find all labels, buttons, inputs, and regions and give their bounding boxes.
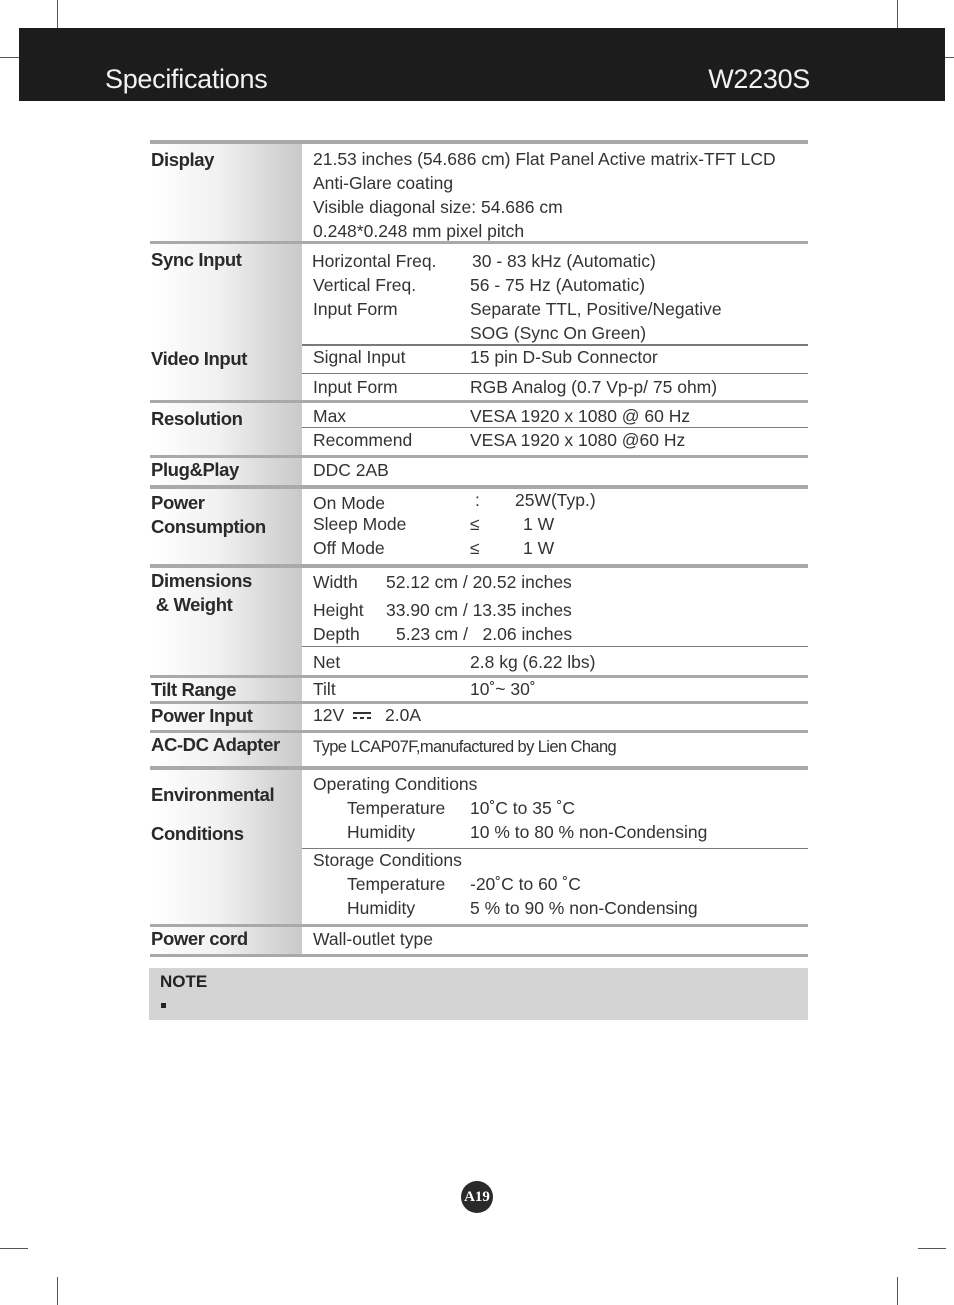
page-header xyxy=(19,28,945,101)
spec-value: RGB Analog (0.7 Vp-p/ 75 ohm) xyxy=(470,377,718,397)
spec-subheading: Operating Conditions xyxy=(313,774,478,794)
spec-item-label: Off Mode xyxy=(313,538,385,558)
crop-mark xyxy=(897,1277,898,1305)
spec-power-consumption xyxy=(150,489,808,564)
spec-value: 5 % to 90 % non-Condensing xyxy=(470,898,698,918)
row-divider xyxy=(302,848,808,849)
spec-value: 12V xyxy=(313,705,345,725)
spec-label: Power Input xyxy=(151,705,253,726)
spec-item-label: Recommend xyxy=(313,430,413,450)
spec-label: Environmental Conditions xyxy=(151,784,275,844)
spec-sync-input xyxy=(150,244,808,343)
spec-power-cord xyxy=(150,927,808,954)
crop-mark xyxy=(57,1277,58,1305)
spec-value: 1 W xyxy=(523,538,555,558)
spec-item-label: Temperature xyxy=(347,798,446,818)
spec-label: Resolution xyxy=(151,408,243,429)
row-divider xyxy=(302,373,808,374)
spec-value: 15 pin D-Sub Connector xyxy=(470,347,658,367)
spec-value: 10 % to 80 % non-Condensing xyxy=(470,822,708,842)
dc-current-icon xyxy=(353,712,371,720)
spec-item-label: Tilt xyxy=(313,679,336,699)
spec-item-label: Humidity xyxy=(347,898,416,918)
spec-item-label: Horizontal Freq. xyxy=(312,251,437,271)
spec-value: 56 - 75 Hz (Automatic) xyxy=(470,275,646,295)
note-label: NOTE xyxy=(160,972,208,991)
spec-label: Video Input xyxy=(151,348,247,369)
spec-value: 21.53 inches (54.686 cm) Flat Panel Active matrix-TFT LCD xyxy=(313,149,776,169)
spec-value: 33.90 cm / 13.35 inches xyxy=(386,600,572,620)
spec-value: 2.0A xyxy=(385,705,421,725)
page-title: Specifications xyxy=(105,64,268,94)
spec-power-input xyxy=(150,704,808,730)
spec-value: Separate TTL, Positive/Negative xyxy=(470,299,722,319)
spec-label: AC-DC Adapter xyxy=(151,734,280,755)
spec-ac-dc-adapter xyxy=(150,733,808,766)
page-number: A19 xyxy=(461,1181,493,1213)
spec-value: VESA 1920 x 1080 @ 60 Hz xyxy=(470,406,691,426)
row-divider xyxy=(302,427,808,428)
spec-video-input xyxy=(150,343,808,400)
spec-item-label: Depth xyxy=(313,624,360,644)
spec-item-label: On Mode xyxy=(313,493,385,513)
spec-subheading: Storage Conditions xyxy=(313,850,462,870)
spec-item-label: Temperature xyxy=(347,874,446,894)
spec-value: 1 W xyxy=(523,514,555,534)
spec-separator: ≤ xyxy=(470,538,480,558)
spec-value: Wall-outlet type xyxy=(313,929,433,949)
crop-mark xyxy=(918,1248,946,1249)
spec-label: Dimensions & Weight xyxy=(151,570,252,615)
spec-value: 30 - 83 kHz (Automatic) xyxy=(472,251,656,271)
spec-value: Type LCAP07F,manufactured by Lien Chang xyxy=(313,738,617,756)
spec-value: 52.12 cm / 20.52 inches xyxy=(386,572,572,592)
spec-item-label: Height xyxy=(313,600,364,620)
spec-label: Power cord xyxy=(151,928,248,949)
section-divider xyxy=(150,954,808,957)
model-name: W2230S xyxy=(708,64,810,94)
spec-label: Tilt Range xyxy=(151,679,237,700)
spec-value: SOG (Sync On Green) xyxy=(470,323,647,343)
spec-label: Plug&Play xyxy=(151,459,239,480)
spec-item-label: Humidity xyxy=(347,822,416,842)
spec-label: Power Consumption xyxy=(151,492,266,537)
spec-value: 5.23 cm / 2.06 inches xyxy=(396,624,573,644)
spec-environmental xyxy=(150,770,808,924)
spec-item-label: Max xyxy=(313,406,347,426)
spec-label: Sync Input xyxy=(151,249,242,270)
spec-value: 0.248*0.248 mm pixel pitch xyxy=(313,221,525,241)
spec-separator: : xyxy=(475,490,480,510)
spec-label: Display xyxy=(151,149,215,170)
spec-value: -20˚C to 60 ˚C xyxy=(470,874,581,894)
spec-item-label: Input Form xyxy=(313,377,398,397)
spec-value: 2.8 kg (6.22 lbs) xyxy=(470,652,596,672)
spec-value: 25W(Typ.) xyxy=(515,490,596,510)
spec-value: 10˚C to 35 ˚C xyxy=(470,798,576,818)
spec-item-label: Net xyxy=(313,652,341,672)
spec-item-label: Input Form xyxy=(313,299,398,319)
crop-mark xyxy=(897,0,898,28)
spec-value: VESA 1920 x 1080 @60 Hz xyxy=(470,430,686,450)
note-box xyxy=(149,968,808,1020)
spec-value: DDC 2AB xyxy=(313,460,389,480)
spec-item-label: Vertical Freq. xyxy=(313,275,417,295)
spec-display xyxy=(150,144,808,241)
spec-value: 10˚~ 30˚ xyxy=(470,679,536,699)
spec-resolution xyxy=(150,403,808,455)
spec-value: Visible diagonal size: 54.686 cm xyxy=(313,197,563,217)
spec-item-label: Signal Input xyxy=(313,347,406,367)
spec-item-label: Width xyxy=(313,572,358,592)
crop-mark xyxy=(0,1248,28,1249)
row-divider xyxy=(302,646,808,647)
spec-separator: ≤ xyxy=(470,514,480,534)
crop-mark xyxy=(57,0,58,28)
spec-tilt-range xyxy=(150,678,808,701)
spec-value: Anti-Glare coating xyxy=(313,173,454,193)
spec-dimensions xyxy=(150,568,808,675)
bullet-icon xyxy=(161,1003,166,1008)
spec-item-label: Sleep Mode xyxy=(313,514,407,534)
spec-plug-play xyxy=(150,458,808,485)
